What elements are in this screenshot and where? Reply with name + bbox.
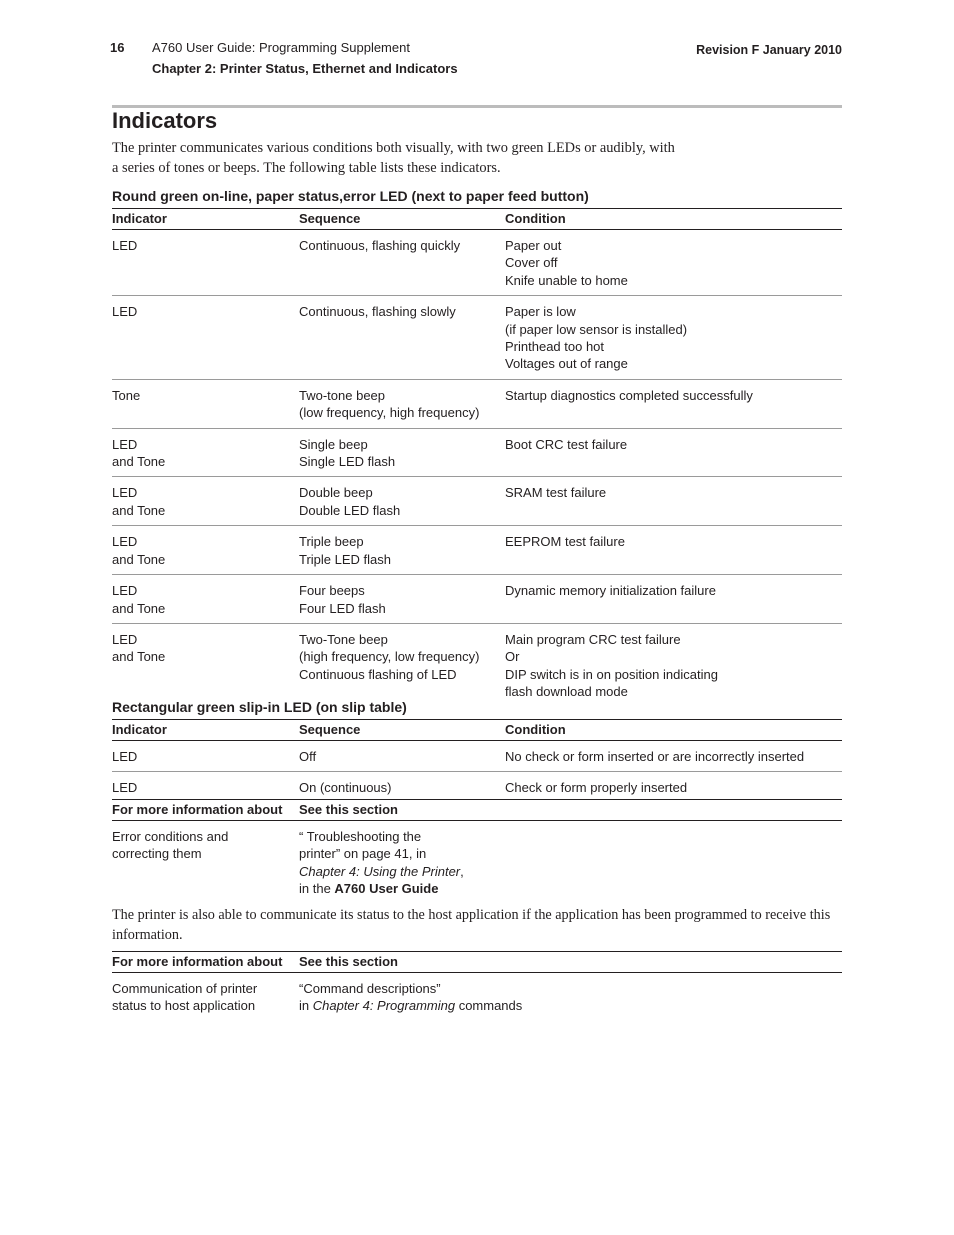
table2-title: Rectangular green slip-in LED (on slip table) <box>112 699 407 715</box>
table-cell: Single beep Single LED flash <box>299 428 505 477</box>
table-cell: Continuous, flashing quickly <box>299 230 505 296</box>
table1-title: Round green on-line, paper status,error LED (next to paper feed button) <box>112 188 589 204</box>
table-cell: Dynamic memory initialization failure <box>505 575 842 624</box>
indicator-table-round-led <box>112 208 842 707</box>
table-row <box>112 296 842 380</box>
intro-line-2: a series of tones or beeps. The following table lists these indicators. <box>112 160 501 176</box>
table-cell: LED and Tone <box>112 575 299 624</box>
table-cell: LED <box>112 741 299 772</box>
status-paragraph: The printer is also able to communicate its status to the host application if the application has been programmed to receive this information. <box>112 907 831 943</box>
cross-reference: “ Troubleshooting the printer” on page 41, in Chapter 4: Using the Printer, in the A760 User Guide <box>299 829 464 897</box>
table-row <box>112 526 842 575</box>
col-header-see-section: See this section <box>299 952 522 973</box>
header-rule <box>112 105 842 108</box>
table-cell: LED <box>112 780 138 796</box>
more-info-table-status <box>112 951 842 1021</box>
table-cell: On (continuous) <box>299 780 392 796</box>
table-cell: LED and Tone <box>112 526 299 575</box>
table-cell: Off <box>299 741 505 772</box>
more-info-table-errors <box>112 799 842 904</box>
table-row <box>112 230 842 296</box>
table-cell: LED and Tone <box>112 428 299 477</box>
col-header-sequence: Sequence <box>299 720 505 741</box>
table-cell: Four beeps Four LED flash <box>299 575 505 624</box>
table-row <box>112 973 842 1021</box>
table-cell: Double beep Double LED flash <box>299 477 505 526</box>
chapter-title: Chapter 2: Printer Status, Ethernet and Indicators <box>152 61 458 76</box>
table-row <box>112 379 842 428</box>
table-cell: Paper out Cover off Knife unable to home <box>505 230 842 296</box>
table-row <box>112 623 842 706</box>
col-header-condition: Condition <box>505 209 842 230</box>
table-cell: EEPROM test failure <box>505 526 842 575</box>
col-header-see-section: See this section <box>299 800 505 821</box>
section-title: Indicators <box>112 108 218 133</box>
table-row <box>112 428 842 477</box>
table-row <box>112 821 842 904</box>
table-cell: LED and Tone <box>112 631 166 665</box>
table-cell: LED and Tone <box>112 477 299 526</box>
intro-line-1: The printer communicates various conditions both visually, with two green LEDs or audibly, with <box>112 140 675 156</box>
table-row <box>112 477 842 526</box>
table-cell: LED <box>112 230 299 296</box>
table-cell: LED <box>112 296 299 380</box>
cross-reference: “Command descriptions” in Chapter 4: Programming commands <box>299 981 523 1014</box>
table-row <box>112 741 842 772</box>
table-cell: No check or form inserted or are incorrectly inserted <box>505 741 842 772</box>
page-number: 16 <box>110 40 125 55</box>
table-cell: Startup diagnostics completed successfully <box>505 379 842 428</box>
table-cell: Communication of printer status to host application <box>112 981 258 1014</box>
col-header-more-info: For more information about <box>112 800 299 821</box>
intro-paragraph <box>112 138 712 178</box>
table-cell: Triple beep Triple LED flash <box>299 526 505 575</box>
table-cell: Paper is low (if paper low sensor is installed) Printhead too hot Voltages out of range <box>505 296 842 380</box>
indicator-table-slip-led <box>112 719 842 803</box>
table-cell: Main program CRC test failure Or DIP switch is in on position indicating flash download mode <box>505 631 718 700</box>
table-cell: Check or form properly inserted <box>505 780 688 796</box>
table-cell: SRAM test failure <box>505 477 842 526</box>
doc-title: A760 User Guide: Programming Supplement <box>152 40 410 55</box>
table-cell: Boot CRC test failure <box>505 428 842 477</box>
table-row <box>112 575 842 624</box>
table-cell: Two-Tone beep (high frequency, low frequency) Continuous flashing of LED <box>299 631 480 682</box>
col-header-sequence: Sequence <box>299 209 505 230</box>
col-header-indicator: Indicator <box>112 209 299 230</box>
col-header-more-info: For more information about <box>112 952 299 973</box>
revision-label: Revision F January 2010 <box>696 43 842 57</box>
table-cell: Tone <box>112 379 299 428</box>
table-cell: Continuous, flashing slowly <box>299 296 505 380</box>
table-cell: Two-tone beep (low frequency, high frequency) <box>299 379 505 428</box>
col-header-indicator: Indicator <box>112 720 299 741</box>
col-header-condition: Condition <box>505 720 842 741</box>
table-cell: Error conditions and correcting them <box>112 829 229 862</box>
